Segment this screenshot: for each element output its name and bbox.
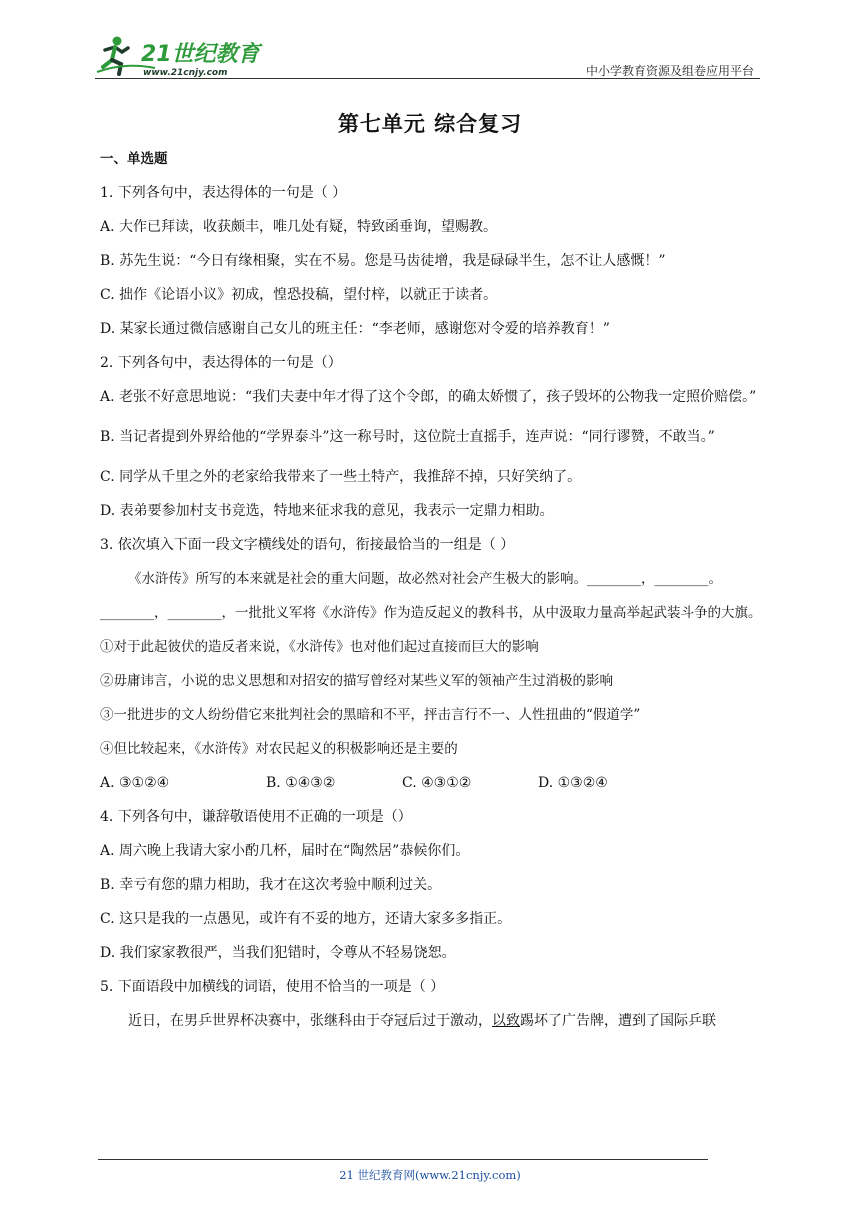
q5-passage bbox=[100, 1010, 762, 1032]
q4-stem: 4. 下列各句中，谦辞敬语使用不正确的一项是（） bbox=[100, 809, 412, 825]
q3-sentence-2: ②毋庸讳言，小说的忠义思想和对招安的描写曾经对某些义军的领袖产生过消极的影响 bbox=[100, 673, 613, 689]
q3-stem: 3. 依次填入下面一段文字横线处的语句，衔接最恰当的一组是（ ） bbox=[100, 537, 515, 553]
section-title: 一、单选题 bbox=[100, 151, 168, 167]
footer-divider bbox=[98, 1159, 708, 1160]
q3-option-a: A. ③①②④ bbox=[100, 775, 170, 791]
q3-option-d: D. ①③②④ bbox=[538, 775, 608, 791]
q3-passage: 《水浒传》所写的本来就是社会的重大问题，故必然对社会产生极大的影响。________，________。________，________，一批批义军将《水浒传》作为造反起义的教科书，从中汲取力量高举起武装斗争的大旗。 bbox=[100, 571, 762, 621]
q1-option-a: A. 大作已拜读，收获颇丰，唯几处有疑，特致函垂询，望赐教。 bbox=[100, 219, 498, 235]
q3-options bbox=[100, 772, 762, 794]
q1-option-d: D. 某家长通过微信感谢自己女儿的班主任：“李老师，感谢您对令爱的培养教育！” bbox=[100, 321, 610, 337]
footer-link[interactable]: 21 世纪教育网(www.21cnjy.com) bbox=[339, 1168, 521, 1182]
q4-option-a: A. 周六晚上我请大家小酌几杯，届时在“陶然居”恭候你们。 bbox=[100, 843, 470, 859]
q1-option-c: C. 拙作《论语小议》初成，惶恐投稿，望付梓，以就正于读者。 bbox=[100, 287, 498, 303]
svg-text:www.21cnjy.com: www.21cnjy.com bbox=[143, 68, 228, 78]
q2-option-c: C. 同学从千里之外的老家给我带来了一些土特产，我推辞不掉，只好笑纳了。 bbox=[100, 469, 582, 485]
question-list bbox=[100, 148, 762, 1044]
q1-stem: 1. 下列各句中，表达得体的一句是（ ） bbox=[100, 185, 347, 201]
q4-option-c: C. 这只是我的一点愚见，或许有不妥的地方，还请大家多多指正。 bbox=[100, 911, 512, 927]
header-divider bbox=[95, 78, 760, 79]
q2-option-d: D. 表弟要参加村支书竞选，特地来征求我的意见，我表示一定鼎力相助。 bbox=[100, 503, 554, 519]
q5-passage-before: 近日，在男乒世界杯决赛中，张继科由于夺冠后过于激动， bbox=[128, 1013, 492, 1029]
logo-21cnjy bbox=[95, 34, 295, 78]
q1-option-b: B. 苏先生说：“今日有缘相聚，实在不易。您是马齿徒增，我是碌碌半生，怎不让人感慨！” bbox=[100, 253, 666, 269]
page-title: 第七单元 综合复习 bbox=[337, 112, 523, 136]
page-header bbox=[95, 30, 760, 80]
q4-option-b: B. 幸亏有您的鼎力相助，我才在这次考验中顺利过关。 bbox=[100, 877, 442, 893]
q2-stem: 2. 下列各句中，表达得体的一句是（） bbox=[100, 355, 342, 371]
svg-text:21世纪教育: 21世纪教育 bbox=[141, 42, 260, 67]
q4-option-d: D. 我们家家教很严，当我们犯错时，令尊从不轻易饶恕。 bbox=[100, 945, 456, 961]
q3-option-c: C. ④③①② bbox=[402, 775, 472, 791]
q5-stem: 5. 下面语段中加横线的词语，使用不恰当的一项是（ ） bbox=[100, 979, 445, 995]
q2-option-a: A. 老张不好意思地说：“我们夫妻中年才得了这个令郎，的确太娇惯了，孩子毁坏的公物我一定照价赔偿。” bbox=[100, 389, 757, 405]
q3-option-b: B. ①④③② bbox=[266, 775, 336, 791]
q5-passage-after: 踢坏了广告牌，遭到了国际乒联 bbox=[520, 1013, 716, 1029]
q3-sentence-1: ①对于此起彼伏的造反者来说，《水浒传》也对他们起过直接而巨大的影响 bbox=[100, 639, 539, 655]
q2-option-b: B. 当记者提到外界给他的“学界泰斗”这一称号时，这位院士直摇手，连声说：“同行谬赞，不敢当。” bbox=[100, 429, 715, 445]
q3-sentence-3: ③一批进步的文人纷纷借它来批判社会的黑暗和不平，抨击言行不一、人性扭曲的“假道学” bbox=[100, 707, 641, 723]
q5-underlined-word: 以致 bbox=[492, 1013, 520, 1029]
platform-label: 中小学教育资源及组卷应用平台 bbox=[585, 64, 754, 78]
q3-sentence-4: ④但比较起来，《水浒传》对农民起义的积极影响还是主要的 bbox=[100, 741, 458, 757]
